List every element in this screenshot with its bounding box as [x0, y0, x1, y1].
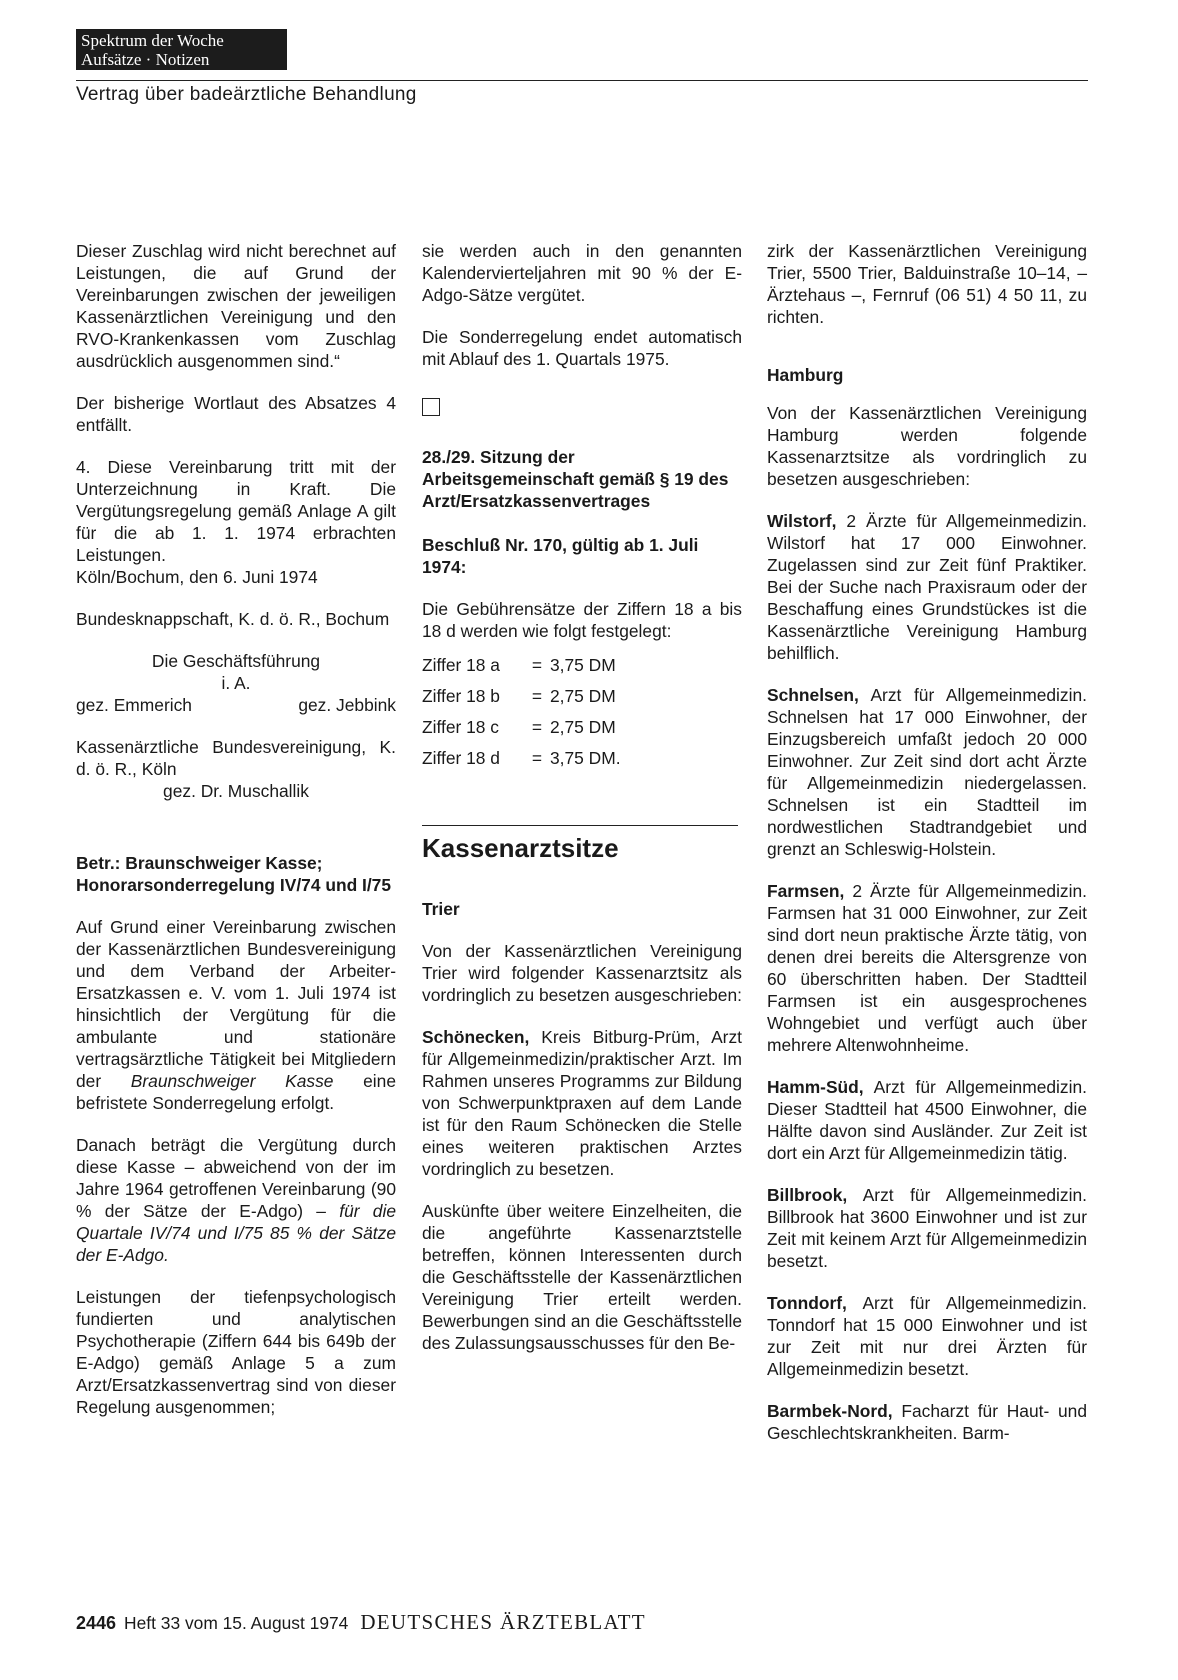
listing-text: 2 Ärzte für Allgemeinmedizin. Wilstorf hat 17 000 Einwohner. Zugelassen sind zur Zeit fünf Praktiker. Bei der Suche nach Praxisraum oder der Beschaffung eines Grundstückes ist die Kassenärztliche Vereinigung Hamburg behilflich. [767, 511, 1087, 663]
listing-entry [767, 1292, 1087, 1380]
paragraph: Von der Kassenärztlichen Vereinigung Trier wird folgender Kassenarztsitz als vordringlich zu besetzen ausgeschrieben: [422, 941, 742, 1005]
listing-entry [767, 880, 1087, 1056]
badge-line-1: Spektrum der Woche [81, 31, 224, 50]
paragraph: Die Sonderregelung endet automatisch mit Ablauf des 1. Quartals 1975. [422, 327, 742, 369]
listing-entries [767, 510, 1087, 1444]
column-2 [422, 240, 742, 1354]
paragraph: sie werden auch in den genannten Kalendervierteljahren mit 90 % der E-Adgo-Sätze vergütet. [422, 241, 742, 305]
section-heading: Kassenarztsitze [422, 833, 619, 863]
location-name: Tonndorf, [767, 1293, 847, 1313]
fee-row [422, 747, 742, 769]
paragraph: Der bisherige Wortlaut des Absatzes 4 entfällt. [76, 393, 396, 435]
signature: gez. Dr. Muschallik [163, 781, 309, 801]
paragraph: Von der Kassenärztlichen Vereinigung Hamburg werden folgende Kassenarztsitze als vordringlich zu besetzen ausgeschrieben: [767, 403, 1087, 489]
listing-entry [767, 684, 1087, 860]
fee-value: 2,75 DM [550, 686, 616, 706]
location-name: Billbrook, [767, 1185, 848, 1205]
article-heading: 28./29. Sitzung der Arbeitsgemeinschaft gemäß § 19 des Arzt/Ersatzkassenvertrages [422, 447, 729, 511]
listing-entry [767, 510, 1087, 664]
paragraph: zirk der Kassenärztlichen Vereinigung Trier, 5500 Trier, Balduinstraße 10–14, – Ärztehaus –, Fernruf (06 51) 4 50 11, zu richten. [767, 241, 1087, 327]
end-of-article-square-icon [422, 398, 440, 416]
fee-label: Ziffer 18 b [422, 686, 500, 706]
page-footer [76, 1610, 646, 1635]
signatory-organization: Bundesknappschaft, K. d. ö. R., Bochum [76, 609, 390, 629]
location-name: Schnelsen, [767, 685, 859, 705]
region-heading: Hamburg [767, 365, 844, 385]
fee-value: 3,75 DM. [550, 748, 621, 768]
signature: gez. Emmerich [76, 695, 192, 715]
paragraph: Dieser Zuschlag wird nicht berechnet auf Leistungen, die auf Grund der Vereinbarungen zwischen der jeweiligen Kassenärztlichen Vereinigung und den RVO-Krankenkassen vom Zuschlag ausdrücklich ausgenommen sind.“ [76, 241, 396, 371]
column-3 [767, 240, 1087, 1444]
paragraph: Auskünfte über weitere Einzelheiten, die die angeführte Kassenarztstelle betreffen, können Interessenten durch die Geschäftsstelle der Kassenärztlichen Vereinigung Trier erteilt werden. Bewerbungen sind an die Geschäftsstelle des Zulassungsausschusses für den Be- [422, 1201, 742, 1353]
header-divider [76, 80, 1088, 81]
listing-text: 2 Ärzte für Allgemeinmedizin. Farmsen hat 31 000 Einwohner, zur Zeit sind dort neun praktische Ärzte tätig, von denen drei bereits die Altersgrenze von 60 überschritten haben. Der Stadtteil Farmsen ist ein ausgesprochenes Wohngebiet und verfügt auch über mehrere Altenwohnheime. [767, 881, 1087, 1055]
fee-label: Ziffer 18 d [422, 748, 500, 768]
publication-name: DEUTSCHES ÄRZTEBLATT [360, 1610, 646, 1634]
location-name: Barmbek-Nord, [767, 1401, 893, 1421]
listing-entry [767, 1400, 1087, 1444]
paragraph: Die Gebührensätze der Ziffern 18 a bis 18 d werden wie folgt festgelegt: [422, 599, 742, 641]
listing-text: Arzt für Allgemeinmedizin. Schnelsen hat 17 000 Einwohner, der Einzugsbereich umfaßt jedoch 20 000 Einwohner. Zur Zeit sind dort acht Ärzte für Allgemeinmedizin niedergelassen. Schnelsen ist ein Stadtteil im nordwestlichen Stadtrandgebiet und grenzt an Schleswig-Holstein. [767, 685, 1087, 859]
listing-text: Arzt für Allgemeinmedizin. Tonndorf hat 15 000 Einwohner und ist zur Zeit mit nur drei Ärzten für Allgemeinmedizin besetzt. [767, 1293, 1087, 1379]
paragraph: Danach beträgt die Vergütung durch diese Kasse – abweichend von der im Jahre 1964 getroffenen Vereinbarung (90 % der Sätze der E-Adgo) – für die Quartale IV/74 und I/75 85 % der Sätze der E-Adgo. [76, 1135, 396, 1265]
fee-label: Ziffer 18 c [422, 717, 500, 737]
place-date: Köln/Bochum, den 6. Juni 1974 [76, 567, 318, 587]
signatory-organization: Kassenärztliche Bundesvereinigung, K. d. ö. R., Köln [76, 737, 396, 779]
equals-sign: = [531, 686, 543, 706]
listing-entry [767, 1184, 1087, 1272]
section-divider [422, 825, 738, 826]
region-heading: Trier [422, 899, 460, 919]
fee-row [422, 716, 742, 738]
department-badge [76, 29, 287, 70]
management-label: Die Geschäftsführung [151, 651, 321, 671]
issue-reference: Heft 33 vom 15. August 1974 [124, 1613, 349, 1633]
section-title: Vertrag über badeärztliche Behandlung [76, 84, 417, 105]
fee-label: Ziffer 18 a [422, 655, 500, 675]
equals-sign: = [531, 655, 543, 675]
resolution-heading: Beschluß Nr. 170, gültig ab 1. Juli 1974: [422, 535, 699, 577]
location-name: Farmsen, [767, 881, 845, 901]
listing-text: Arzt für Allgemeinmedizin. Billbrook hat 3600 Einwohner und ist zur Zeit mit keinem Arzt für Allgemeinmedizin besetzt. [767, 1185, 1087, 1271]
ia-label: i. A. [221, 673, 251, 693]
listing-text: Facharzt für Haut- und Geschlechtskrankheiten. Barm- [767, 1401, 1087, 1443]
fee-list [422, 654, 742, 769]
paragraph: Auf Grund einer Vereinbarung zwischen der Kassenärztlichen Bundesvereinigung und dem Verband der Arbeiter-Ersatzkassen e. V. vom 1. Juli 1974 ist hinsichtlich der Vergütung für die ambulante und stationäre vertragsärztliche Tätigkeit bei Mitgliedern der Braunschweiger Kasse eine befristete Sonderregelung erfolgt. [76, 917, 396, 1113]
article-heading: Betr.: Braunschweiger Kasse; Honorarsonderregelung IV/74 und I/75 [76, 853, 392, 895]
page-number: 2446 [76, 1613, 117, 1633]
badge-line-2: Aufsätze · Notizen [81, 50, 210, 69]
location-name: Wilstorf, [767, 511, 837, 531]
signature-row [76, 694, 396, 716]
column-1 [76, 240, 396, 1418]
fee-value: 3,75 DM [550, 655, 616, 675]
equals-sign: = [531, 748, 543, 768]
location-name: Hamm-Süd, [767, 1077, 864, 1097]
signature: gez. Jebbink [298, 695, 396, 715]
fee-row [422, 654, 742, 676]
paragraph: 4. Diese Vereinbarung tritt mit der Unterzeichnung in Kraft. Die Vergütungsregelung gemäß Anlage A gilt für die ab 1. 1. 1974 erbrachten Leistungen. [76, 457, 396, 565]
paragraph: Leistungen der tiefenpsychologisch fundierten und analytischen Psychotherapie (Ziffern 644 bis 649b der E-Adgo) gemäß Anlage 5 a zum Arzt/Ersatzkassenvertrag sind von dieser Regelung ausgenommen; [76, 1287, 396, 1417]
equals-sign: = [531, 717, 543, 737]
fee-row [422, 685, 742, 707]
listing-text: Arzt für Allgemeinmedizin. Dieser Stadtteil hat 4500 Einwohner, die Hälfte davon sind Ausländer. Zur Zeit ist dort ein Arzt für Allgemeinmedizin tätig. [767, 1077, 1087, 1163]
fee-value: 2,75 DM [550, 717, 616, 737]
listing-entry [767, 1076, 1087, 1164]
paragraph: Schönecken, Kreis Bitburg-Prüm, Arzt für Allgemeinmedizin/praktischer Arzt. Im Rahmen unseres Programms zur Bildung von Schwerpunktpraxen auf dem Lande ist für den Raum Schönecken die Stelle eines weiteren praktischen Arztes vordringlich zu besetzen. [422, 1027, 742, 1179]
